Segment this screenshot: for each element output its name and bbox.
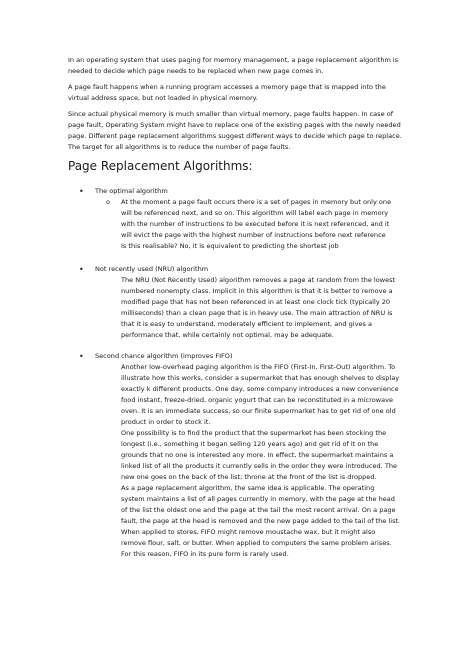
- text-line: longest (i.e., something it began selling 120 years ago) and get rid of it on the: [121, 440, 379, 448]
- text-line: food instant, freeze-dried, organic yogurt that can be reconstituted in a microwave: [121, 396, 393, 404]
- text-line: numbered nonempty class. Implicit in this algorithm is that it is better to remove a: [121, 287, 393, 295]
- text-line: grounds that no one is interested any more. In effect, the supermarket maintains a: [121, 451, 394, 459]
- bullet-dot-icon: •: [79, 265, 84, 274]
- text-line: For this reason, FIFO in its pure form is rarely used.: [121, 550, 289, 558]
- text-line: system maintains a list of all pages currently in memory, with the page at the head: [121, 495, 395, 503]
- section-heading: Page Replacement Algorithms:: [68, 159, 253, 173]
- text-line: performance that, while certainly not optimal, may be adequate.: [121, 331, 334, 339]
- text-line: with the number of instructions to be executed before it is next referenced, and it: [121, 220, 390, 228]
- intro-paragraph-3: [68, 109, 413, 153]
- text-line: Another low-overhead paging algorithm is the FIFO (First-In, First-Out) algorithm. To: [121, 363, 396, 371]
- text-line: A page fault happens when a running program accesses a memory page that is mapped into the: [68, 83, 386, 91]
- text-line: that it is easy to understand, moderately efficient to implement, and gives a: [121, 320, 373, 328]
- text-line: The target for all algorithms is to reduce the number of page faults.: [68, 143, 291, 151]
- intro-paragraph-2: [68, 82, 413, 104]
- bullet-dot-icon: •: [79, 352, 84, 361]
- text-line: illustrate how this works, consider a supermarket that has enough shelves to display: [121, 374, 400, 382]
- text-line: One possibility is to find the product that the supermarket has been stocking the: [121, 429, 387, 437]
- nru-description: [121, 275, 421, 341]
- text-line: Is this realisable? No, it is equivalent to predicting the shortest job: [121, 242, 339, 250]
- text-line: product in order to stock it.: [121, 418, 211, 426]
- intro-paragraph-1: [68, 55, 413, 77]
- text-line: modified page that has not been referenced in at least one clock tick (typically 20: [121, 298, 391, 306]
- text-line: will evict the page with the highest number of instructions before next reference: [121, 231, 386, 239]
- text-line: In an operating system that uses paging for memory management, a page replacement algorithm is: [68, 56, 399, 64]
- text-line: linked list of all the products it currently sells in the order they were introduced. The: [121, 462, 398, 470]
- second-chance-description: [121, 362, 421, 560]
- text-line: page fault, Operating System might have to replace one of the existing pages with the newly needed: [68, 121, 401, 129]
- text-line: will be referenced next, and so on. This algorithm will label each page in memory: [121, 209, 389, 217]
- text-line: At the moment a page fault occurs there is a set of pages in memory but only one: [121, 198, 392, 206]
- sub-bullet-marker: o: [106, 198, 111, 206]
- text-line: fault, the page at the head is removed and the new page added to the tail of the list.: [121, 517, 401, 525]
- text-line: The NRU (Not Recently Used) algorithm removes a page at random from the lowest: [121, 276, 396, 284]
- text-line: exactly k different products. One day, some company introduces a new convenience: [121, 385, 399, 393]
- text-line: page. Different page replacement algorithms suggest different ways to decide which page to replace.: [68, 132, 402, 140]
- text-line: As a page replacement algorithm, the same idea is applicable. The operating: [121, 484, 375, 492]
- bullet-dot-icon: •: [79, 187, 84, 196]
- text-line: of the list the oldest one and the page at the tail the most recent arrival. On a page: [121, 506, 396, 514]
- text-line: When applied to stores, FIFO might remove moustache wax, but it might also: [121, 528, 376, 536]
- text-line: new one goes on the back of the list; throne at the front of the list is dropped.: [121, 473, 377, 481]
- text-line: Since actual physical memory is much smaller than virtual memory, page faults happen. In case of: [68, 110, 394, 118]
- text-line: remove flour, salt, or butter. When applied to computers the same problem arises.: [121, 539, 392, 547]
- text-line: virtual address space, but not loaded in physical memory.: [68, 94, 258, 102]
- text-line: needed to decide which page needs to be replaced when new page comes in.: [68, 67, 324, 75]
- text-line: oven. It is an immediate success, so our finite supermarket has to get rid of one old: [121, 407, 396, 415]
- bullet-label: The optimal algorithm: [95, 187, 168, 195]
- text-line: milliseconds) than a clean page that is in heavy use. The main attraction of NRU is: [121, 309, 393, 317]
- bullet-label: Not recently used (NRU) algorithm: [95, 265, 209, 273]
- bullet-label: Second chance algorithm (improves FIFO): [95, 352, 233, 360]
